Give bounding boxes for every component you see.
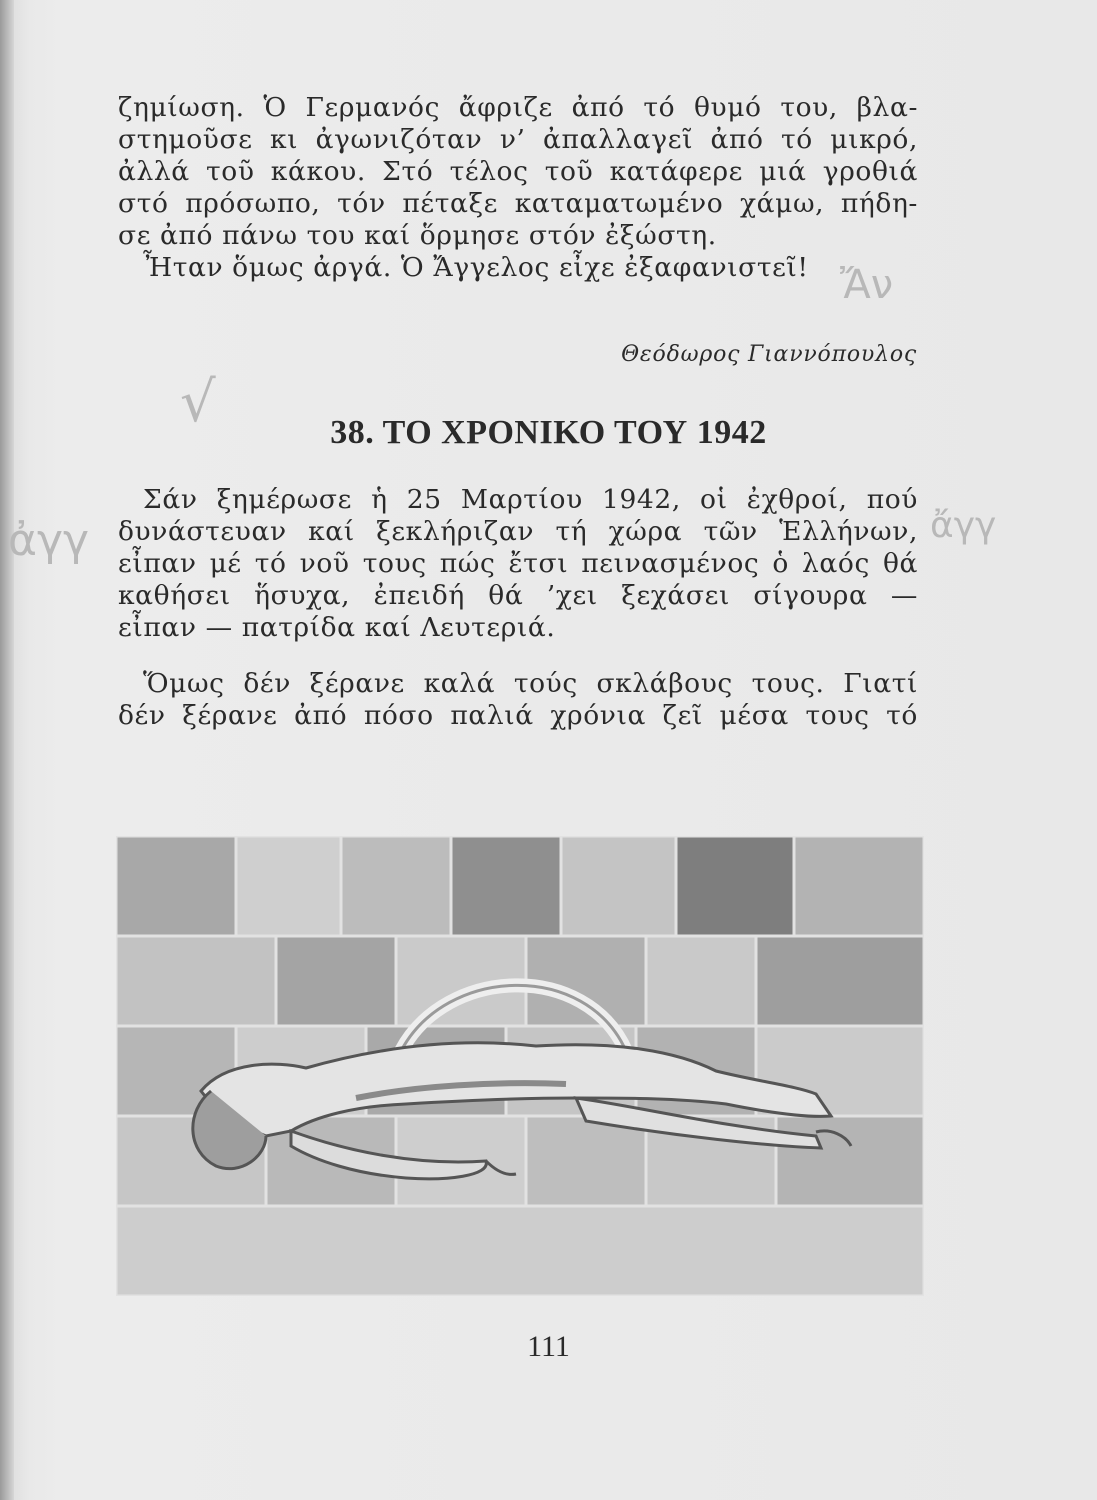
text-line: Ἦταν ὅμως ἀργά. Ὁ Ἄγγελος εἶχε ἐξαφανιστεῖ! — [143, 252, 809, 283]
text-line: Ὅμως δέν ξέρανε καλά τούς σκλάβους τους. Γιατί — [143, 668, 918, 699]
pencil-mark: Ἄν — [840, 262, 894, 308]
illustration-fallen-figure — [116, 836, 924, 1296]
pencil-mark: ἀγγ — [8, 515, 90, 566]
text-line: Σάν ξημέρωσε ἡ 25 Μαρτίου 1942, οἱ ἐχθροί, πού — [143, 484, 918, 515]
text-line: δυνάστευαν καί ξεκλήριζαν τή χώρα τῶν Ἑλλήνων, — [118, 516, 918, 547]
text-line: ἀλλά τοῦ κάκου. Στό τέλος τοῦ κατάφερε μιά γροθιά — [118, 156, 918, 187]
text-line: στημοῦσε κι ἀγωνιζόταν ν’ ἀπαλλαγεῖ ἀπό τό μικρό, — [118, 124, 918, 155]
pencil-mark: ἄγγ — [930, 505, 997, 546]
text-line: εἶπαν μέ τό νοῦ τους πώς ἔτσι πεινασμένος ὁ λαός θά — [118, 548, 918, 579]
story-author: Θεόδωρος Γιαννόπουλος — [621, 342, 917, 367]
paragraph-continuation — [118, 668, 918, 732]
text-line: δέν ξέρανε ἀπό πόσο παλιά χρόνια ζεῖ μέσα τους τό — [118, 700, 918, 731]
text-line: ζημίωση. Ὁ Γερμανός ἄφριζε ἀπό τό θυμό του, βλα- — [118, 92, 918, 123]
paragraph-chapter-start — [118, 484, 918, 644]
text-line: καθήσει ἥσυχα, ἐπειδή θά ’χει ξεχάσει σίγουρα — — [118, 580, 918, 611]
paragraph-ending-story — [118, 92, 918, 284]
text-line: σε ἀπό πάνω του καί ὅρμησε στόν ἐξώστη. — [118, 220, 717, 251]
book-spine-shadow — [0, 0, 14, 1500]
chapter-title: 38. ΤΟ ΧΡΟΝΙΚΟ ΤΟΥ 1942 — [330, 414, 767, 451]
text-line: στό πρόσωπο, τόν πέταξε καταματωμένο χάμω, πήδη- — [118, 188, 918, 219]
text-line: εἶπαν — πατρίδα καί Λευτεριά. — [118, 612, 556, 643]
page-number: 111 — [527, 1330, 570, 1363]
pencil-check-mark: √ — [180, 370, 216, 435]
